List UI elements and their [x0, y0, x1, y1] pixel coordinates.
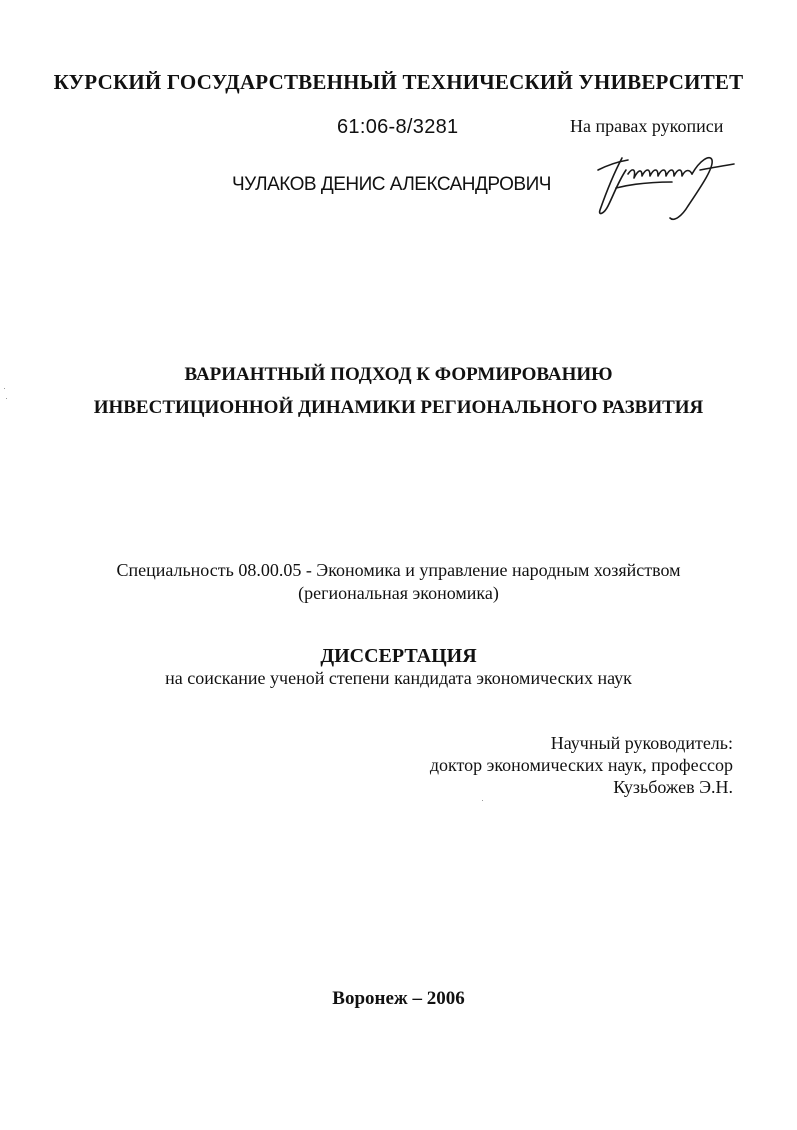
specialty-line-2: (региональная экономика) [298, 583, 499, 603]
supervisor-name: Кузьбожев Э.Н. [613, 777, 733, 797]
author-name: ЧУЛАКОВ ДЕНИС АЛЕКСАНДРОВИЧ [232, 174, 551, 195]
supervisor-rank: доктор экономических наук, профессор [429, 755, 733, 775]
university-name: КУРСКИЙ ГОСУДАРСТВЕННЫЙ ТЕХНИЧЕСКИЙ УНИВЕРСИТЕТ [53, 70, 744, 94]
scan-speck [4, 388, 5, 389]
author-signature [592, 148, 742, 226]
supervisor-role: Научный руководитель: [550, 733, 733, 753]
specialty-line-1: Специальность 08.00.05 - Экономика и управление народным хозяйством [116, 560, 681, 580]
scan-speck [6, 398, 7, 399]
dissertation-title-line-1: ВАРИАНТНЫЙ ПОДХОД К ФОРМИРОВАНИЮ [184, 364, 613, 385]
degree-statement: на соискание ученой степени кандидата экономических наук [165, 668, 632, 688]
scan-speck [482, 800, 483, 801]
manuscript-rights-note: На правах рукописи [570, 116, 724, 136]
city-year: Воронеж – 2006 [332, 988, 465, 1009]
dissertation-title-line-2: ИНВЕСТИЦИОННОЙ ДИНАМИКИ РЕГИОНАЛЬНОГО РАЗВИТИЯ [93, 397, 704, 418]
dissertation-label: ДИССЕРТАЦИЯ [320, 645, 477, 667]
catalog-number-stamp: 61:06-8/3281 [337, 116, 459, 138]
